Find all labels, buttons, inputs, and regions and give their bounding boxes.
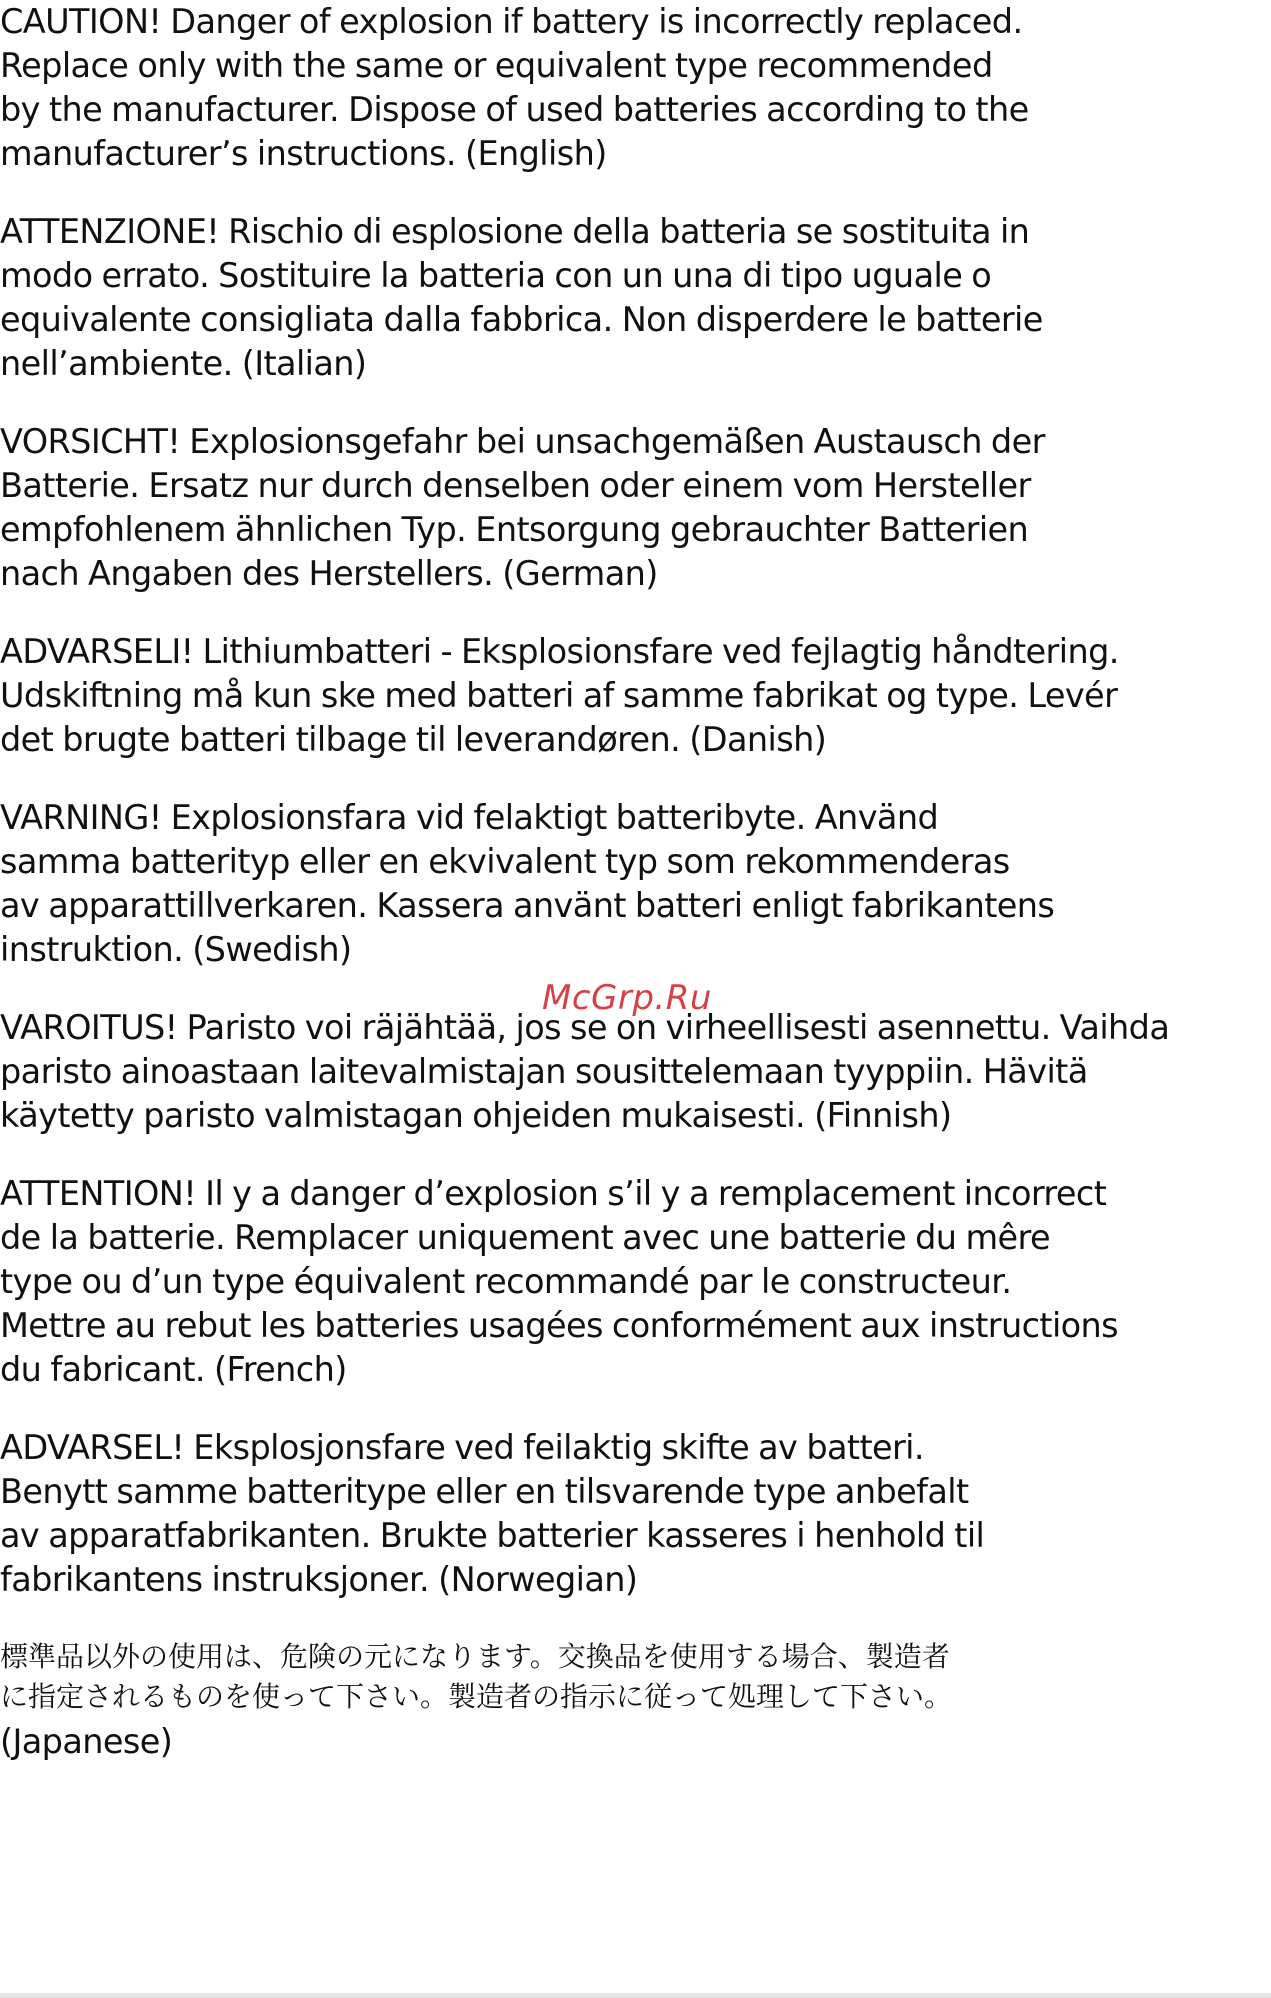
caution-french: ATTENTION! Il y a danger d’explosion s’il y a remplacement incorrect de la batterie. Remplacer uniquement avec une batterie du mêre type ou d’un type équivalent recommandé par le constructeur. Mettre au rebut les batteries usagées conformément aux instructions du fabricant. (French): [0, 1174, 1119, 1389]
caution-norwegian: ADVARSEL! Eksplosjonsfare ved feilaktig skifte av batteri. Benytt samme batteritype eller en tilsvarende type anbefalt av apparatfabrikanten. Brukte batterier kasseres i henhold til fabrikantens instruksjoner. (Norwegian): [0, 1428, 985, 1599]
caution-finnish: VAROITUS! Paristo voi räjähtää, jos se on virheellisesti asennettu. Vaihda paristo ainoastaan laitevalmistajan sousittelemaan tyyppiin. Hävitä käytetty paristo valmistagan ohjeiden mukaisesti. (Finnish): [0, 1008, 1170, 1135]
watermark: McGrp.Ru: [542, 978, 712, 1018]
caution-danish: ADVARSELI! Lithiumbatteri - Eksplosionsfare ved fejlagtig håndtering. Udskiftning må kun ske med batteri af samme fabrikat og type. Levér det brugte batteri tilbage til leverandøren. (Danish): [0, 632, 1119, 759]
page-bottom-edge: [0, 1993, 1271, 1998]
caution-english: CAUTION! Danger of explosion if battery is incorrectly replaced. Replace only with the same or equivalent type recommended by the manufacturer. Dispose of used batteries according to the manufacturer’s instructions. (English): [0, 2, 1029, 173]
caution-japanese-language-label: (Japanese): [0, 1722, 173, 1761]
caution-swedish: VARNING! Explosionsfara vid felaktigt batteribyte. Använd samma batterityp eller en ekvivalent typ som rekommenderas av apparattillverkaren. Kassera använt batteri enligt fabrikantens instruktion. (Swedish): [0, 798, 1055, 969]
caution-italian: ATTENZIONE! Rischio di esplosione della batteria se sostituita in modo errato. Sostituire la batteria con un una di tipo uguale o equivalente consigliata dalla fabbrica. Non disperdere le batterie nell’ambiente. (Italian): [0, 212, 1043, 383]
caution-japanese: 標準品以外の使用は、危険の元になります。交換品を使用する場合、製造者 に指定されるものを使って下さい。製造者の指示に従って処理して下さい。: [0, 1640, 953, 1713]
caution-german: VORSICHT! Explosionsgefahr bei unsachgemäßen Austausch der Batterie. Ersatz nur durch denselben oder einem vom Hersteller empfohlenem ähnlichen Typ. Entsorgung gebrauchter Batterien nach Angaben des Herstellers. (German): [0, 422, 1045, 593]
